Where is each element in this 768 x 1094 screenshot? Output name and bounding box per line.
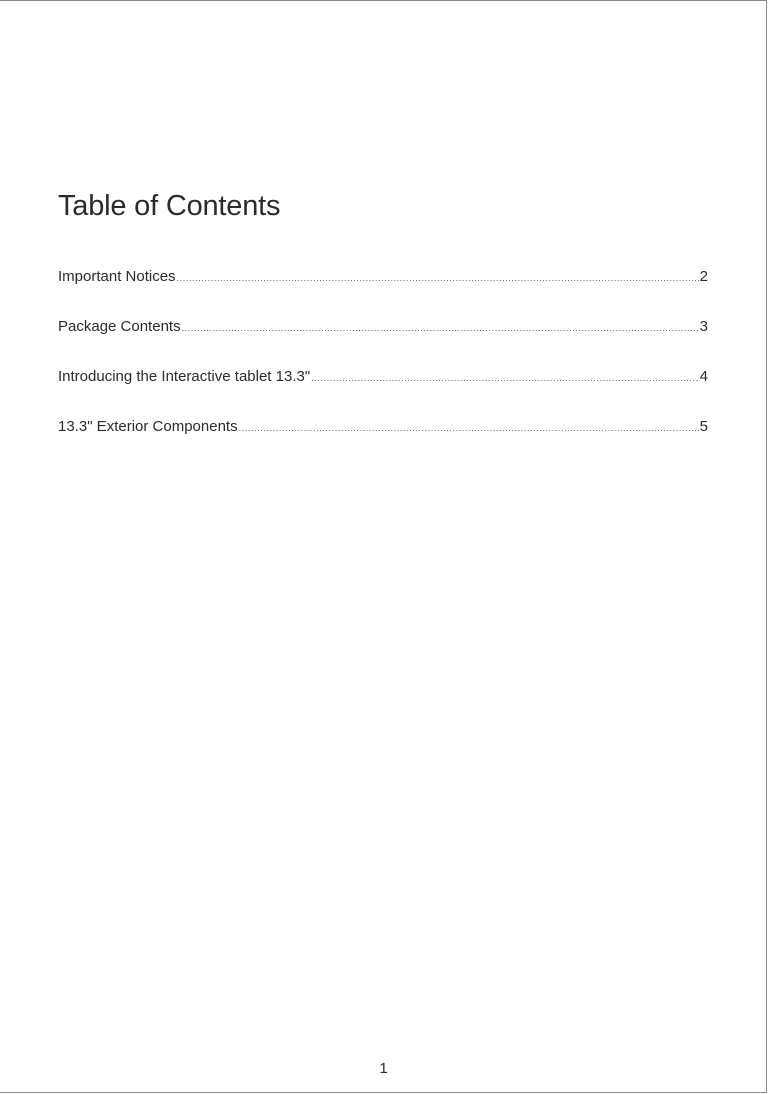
toc-entry-label: Package Contents — [58, 318, 181, 335]
dot-leader — [311, 366, 699, 390]
toc-entry-page: 4 — [699, 368, 708, 385]
toc-entry-exterior-components[interactable] — [58, 415, 708, 465]
toc-entry-label: 13.3" Exterior Components — [58, 418, 238, 435]
page-number: 1 — [379, 1060, 388, 1077]
dot-leader — [239, 416, 699, 440]
toc-entry-label: Introducing the Interactive tablet 13.3" — [58, 368, 311, 385]
toc-entry-page: 5 — [699, 418, 708, 435]
toc-list — [58, 265, 708, 465]
toc-entry-important-notices[interactable] — [58, 265, 708, 315]
toc-entry-label: Important Notices — [58, 268, 176, 285]
dot-leader — [177, 266, 699, 290]
toc-entry-package-contents[interactable] — [58, 315, 708, 365]
toc-title: Table of Contents — [58, 190, 281, 222]
toc-entry-introducing-tablet[interactable] — [58, 365, 708, 415]
toc-entry-page: 3 — [699, 318, 708, 335]
dot-leader — [182, 316, 699, 340]
toc-entry-page: 2 — [699, 268, 708, 285]
